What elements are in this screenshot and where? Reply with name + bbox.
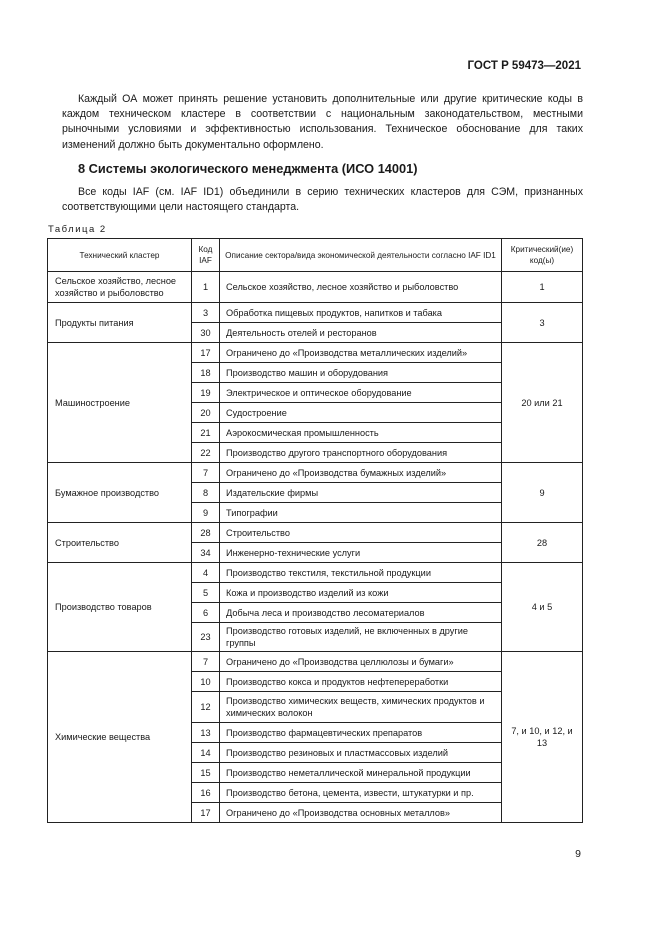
header-description: Описание сектора/вида экономической деятельности согласно IAF ID1 [220,239,502,272]
description-cell: Аэрокосмическая промышленность [220,423,502,443]
page-number: 9 [575,848,581,860]
description-cell: Издательские фирмы [220,483,502,503]
description-cell: Строительство [220,523,502,543]
table-row [48,463,583,483]
cluster-cell: Производство товаров [48,563,192,652]
description-cell: Сельское хозяйство, лесное хозяйство и рыболовство [220,272,502,303]
code-cell: 4 [192,563,220,583]
cluster-cell: Строительство [48,523,192,563]
code-cell: 16 [192,783,220,803]
code-cell: 30 [192,323,220,343]
iaf-cluster-table [47,238,583,823]
header-cluster: Технический кластер [48,239,192,272]
header-critical: Критический(ие) код(ы) [502,239,583,272]
table-row [48,652,583,672]
table-row [48,272,583,303]
description-cell: Производство химических веществ, химических продуктов и химических волокон [220,692,502,723]
code-cell: 19 [192,383,220,403]
table-row [48,563,583,583]
code-cell: 21 [192,423,220,443]
intro-paragraph: Каждый ОА может принять решение установить дополнительные или другие критические коды в каждом техническом кластере в соответствии с национальным законодательством, местными рыночными условиями и эффективностью использования. Техническое обоснование для таких изменений должно быть документально оформлено. [62,93,583,151]
description-cell: Производство фармацевтических препаратов [220,723,502,743]
document-header: ГОСТ Р 59473—2021 [467,60,581,72]
critical-code-cell: 3 [502,303,583,343]
description-cell: Добыча леса и производство лесоматериалов [220,603,502,623]
description-cell: Производство машин и оборудования [220,363,502,383]
cluster-cell: Машиностроение [48,343,192,463]
description-cell: Инженерно-технические услуги [220,543,502,563]
description-cell: Типографии [220,503,502,523]
description-cell: Ограничено до «Производства бумажных изделий» [220,463,502,483]
code-cell: 13 [192,723,220,743]
description-cell: Ограничено до «Производства металлических изделий» [220,343,502,363]
header-code: Код IAF [192,239,220,272]
code-cell: 17 [192,803,220,823]
cluster-cell: Химические вещества [48,652,192,823]
code-cell: 34 [192,543,220,563]
cluster-cell: Продукты питания [48,303,192,343]
critical-code-cell: 7, и 10, и 12, и 13 [502,652,583,823]
section-heading: 8 Системы экологического менеджмента (ИСО 14001) [78,161,418,176]
description-cell: Обработка пищевых продуктов, напитков и табака [220,303,502,323]
code-cell: 10 [192,672,220,692]
description-cell: Производство неметаллической минеральной продукции [220,763,502,783]
description-cell: Ограничено до «Производства основных металлов» [220,803,502,823]
cluster-cell: Сельское хозяйство, лесное хозяйство и рыболовство [48,272,192,303]
table-header-row [48,239,583,272]
code-cell: 14 [192,743,220,763]
code-cell: 7 [192,652,220,672]
code-cell: 17 [192,343,220,363]
description-cell: Производство другого транспортного оборудования [220,443,502,463]
section-paragraph: Все коды IAF (см. IAF ID1) объединили в серию технических кластеров для СЭМ, признанных соответствующими цели настоящего стандарта. [62,186,583,214]
code-cell: 18 [192,363,220,383]
description-cell: Деятельность отелей и ресторанов [220,323,502,343]
description-cell: Производство резиновых и пластмассовых изделий [220,743,502,763]
description-cell: Судостроение [220,403,502,423]
description-cell: Кожа и производство изделий из кожи [220,583,502,603]
critical-code-cell: 1 [502,272,583,303]
code-cell: 9 [192,503,220,523]
critical-code-cell: 28 [502,523,583,563]
code-cell: 28 [192,523,220,543]
table-body [48,272,583,823]
code-cell: 15 [192,763,220,783]
code-cell: 12 [192,692,220,723]
critical-code-cell: 9 [502,463,583,523]
description-cell: Ограничено до «Производства целлюлозы и бумаги» [220,652,502,672]
critical-code-cell: 4 и 5 [502,563,583,652]
description-cell: Электрическое и оптическое оборудование [220,383,502,403]
description-cell: Производство готовых изделий, не включенных в другие группы [220,623,502,652]
code-cell: 23 [192,623,220,652]
code-cell: 1 [192,272,220,303]
code-cell: 20 [192,403,220,423]
table-row [48,303,583,323]
description-cell: Производство бетона, цемента, извести, штукатурки и пр. [220,783,502,803]
cluster-cell: Бумажное производство [48,463,192,523]
description-cell: Производство кокса и продуктов нефтепереработки [220,672,502,692]
code-cell: 3 [192,303,220,323]
code-cell: 7 [192,463,220,483]
table-row [48,523,583,543]
table-caption: Таблица 2 [48,224,107,235]
code-cell: 8 [192,483,220,503]
code-cell: 22 [192,443,220,463]
code-cell: 5 [192,583,220,603]
description-cell: Производство текстиля, текстильной продукции [220,563,502,583]
table-row [48,343,583,363]
critical-code-cell: 20 или 21 [502,343,583,463]
code-cell: 6 [192,603,220,623]
